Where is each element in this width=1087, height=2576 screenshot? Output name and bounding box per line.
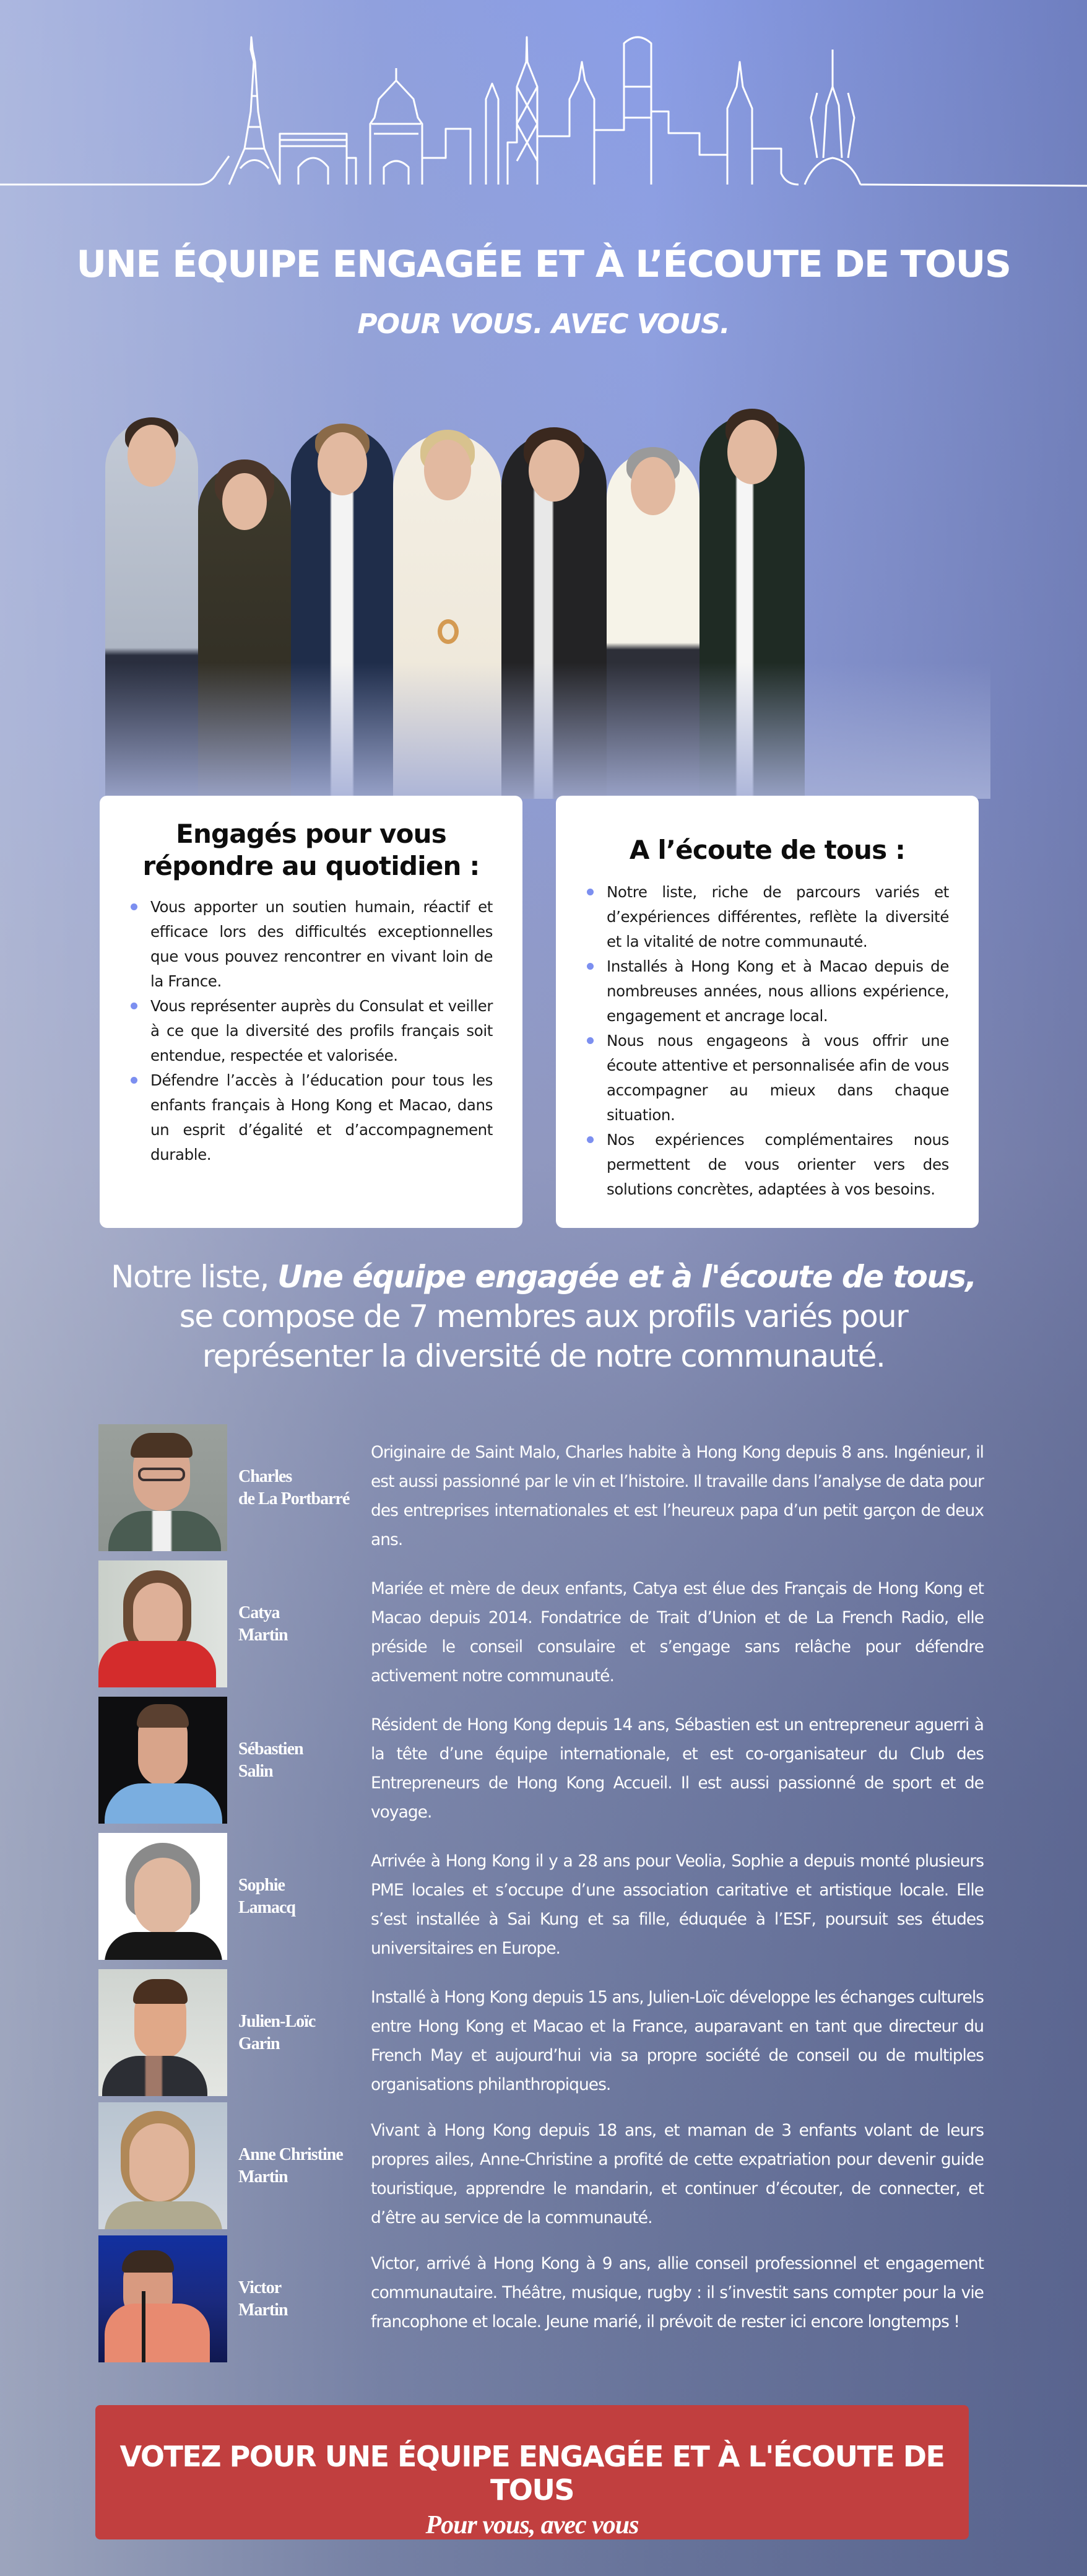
list-item: Installés à Hong Kong et à Macao depuis de nombreuses années, nous allions expérience, engagement et ancrage local. bbox=[587, 954, 949, 1029]
card-title: A l’écoute de tous : bbox=[629, 835, 906, 865]
member-bio: Arrivée à Hong Kong il y a 28 ans pour Veolia, Sophie a depuis monté plusieurs PME locales et s’occupe d’une association caritative et artistique locale. Elle s’est installée à Sai Kung et sa fille, éduquée à l’ESF, poursuit ses études universitaires en Europe. bbox=[371, 1852, 984, 1958]
member-name: Victor Martin bbox=[238, 2278, 288, 2320]
member-photo bbox=[98, 1560, 227, 1687]
list-name: Une équipe engagée et à l'écoute de tous, bbox=[277, 1259, 976, 1295]
member-bio: Originaire de Saint Malo, Charles habite à Hong Kong depuis 8 ans. Ingénieur, il est aussi passionné par le vin et l’histoire. Il travaille dans l’analyse de data pour des entreprises internationales et est l’heureux papa d’un petit garçon de deux ans. bbox=[371, 1443, 984, 1549]
member-sebastien bbox=[98, 1697, 984, 1824]
member-julien-loic bbox=[98, 1969, 984, 2096]
card-listening-to-all bbox=[556, 796, 979, 1228]
card-bullet-list bbox=[587, 880, 949, 1202]
member-name: Charles de La Portbarré bbox=[238, 1466, 350, 1508]
member-photo bbox=[98, 2235, 227, 2362]
list-item: Nous nous engageons à vous offrir une écoute attentive et personnalisée afin de vous accompagner au mieux dans chaque situation. bbox=[587, 1029, 949, 1128]
member-photo bbox=[98, 1424, 227, 1551]
member-name: Catya Martin bbox=[238, 1603, 288, 1645]
team-photo-fade bbox=[99, 663, 990, 799]
member-photo bbox=[98, 1833, 227, 1960]
bullet-icon bbox=[587, 963, 594, 970]
member-bio: Installé à Hong Kong depuis 15 ans, Julien-Loïc développe les échanges culturels entre Hong Kong et Macao et la France, auparavant en tant que directeur du French May et aujourd’hui via sa propre société de conseil ou de multiples organisations philanthropiques. bbox=[371, 1988, 984, 2094]
card-bullet-list bbox=[131, 895, 493, 1167]
member-bio: Mariée et mère de deux enfants, Catya est élue des Français de Hong Kong et Macao depuis 2014. Fondatrice de Trait d’Union et de La French Radio, elle préside le conseil consulaire et s’engage sans relâche pour défendre activement notre communauté. bbox=[371, 1579, 984, 1686]
member-name: Sophie Lamacq bbox=[238, 1875, 295, 1917]
bullet-icon bbox=[131, 1003, 137, 1009]
vote-subtitle: Pour vous, avec vous bbox=[425, 2511, 639, 2539]
member-catya bbox=[98, 1560, 984, 1687]
list-item: Notre liste, riche de parcours variés et d’expériences différentes, reflète la diversité et la vitalité de notre communauté. bbox=[587, 880, 949, 954]
team-group-photo bbox=[99, 365, 990, 799]
list-intro: Notre liste, Une équipe engagée et à l'écoute de tous, se compose de 7 membres aux profils variés pour représenter la diversité de notre communauté. bbox=[111, 1259, 976, 1374]
card-title: Engagés pour vous répondre au quotidien : bbox=[142, 819, 480, 881]
card-engaged-daily bbox=[100, 796, 522, 1228]
skyline-icon bbox=[0, 25, 1087, 223]
member-name: Julien-Loïc Garin bbox=[238, 2011, 316, 2053]
member-bio: Résident de Hong Kong depuis 14 ans, Sébastien est un entrepreneur aguerri à la tête d’une équipe internationale, et est co-organisateur du Club des Entrepreneurs de Hong Kong Accueil. Il est aussi passionné de sport et de voyage. bbox=[371, 1715, 984, 1822]
list-item: Défendre l’accès à l’éducation pour tous les enfants français à Hong Kong et Macao, dans un esprit d’égalité et d’accompagnement durable. bbox=[131, 1068, 493, 1167]
member-bio: Vivant à Hong Kong depuis 18 ans, et maman de 3 enfants volant de leurs propres ailes, Anne-Christine a profité de cette expatriation pour devenir guide touristique, apprendre le mandarin, et continuer d’écouter, de connecter, et d’être au service de la communauté. bbox=[371, 2121, 984, 2227]
vote-title: VOTEZ POUR UNE ÉQUIPE ENGAGÉE ET À L'ÉCOUTE DE TOUS bbox=[119, 2440, 945, 2507]
member-name: Anne Christine Martin bbox=[238, 2144, 343, 2187]
member-charles bbox=[98, 1424, 984, 1551]
vote-banner bbox=[95, 2405, 969, 2539]
bullet-icon bbox=[587, 889, 594, 895]
bullet-icon bbox=[587, 1136, 594, 1143]
bullet-icon bbox=[131, 903, 137, 910]
member-photo bbox=[98, 1969, 227, 2096]
skyline-illustration bbox=[0, 25, 1087, 223]
member-photo bbox=[98, 1697, 227, 1824]
page-subtitle: POUR VOUS. AVEC VOUS. bbox=[357, 308, 730, 340]
member-name: Sébastien Salin bbox=[238, 1739, 303, 1781]
bullet-icon bbox=[131, 1077, 137, 1084]
page-title: UNE ÉQUIPE ENGAGÉE ET À L’ÉCOUTE DE TOUS bbox=[76, 243, 1011, 286]
member-anne-christine bbox=[98, 2102, 984, 2229]
bullet-icon bbox=[587, 1037, 594, 1044]
member-sophie bbox=[98, 1833, 984, 1960]
member-victor bbox=[98, 2235, 984, 2362]
list-item: Vous représenter auprès du Consulat et veiller à ce que la diversité des profils français soit entendue, respectée et valorisée. bbox=[131, 994, 493, 1068]
member-photo bbox=[98, 2102, 227, 2229]
member-bio: Victor, arrivé à Hong Kong à 9 ans, allie conseil professionnel et engagement communautaire. Théâtre, musique, rugby : il s’investit sans compter pour la vie francophone et locale. Jeune marié, il prévoit de rester ici encore longtemps ! bbox=[371, 2254, 984, 2331]
list-item: Vous apporter un soutien humain, réactif et efficace lors des difficultés exceptionnelles que vous pouvez rencontrer en vivant loin de la France. bbox=[131, 895, 493, 994]
list-item: Nos expériences complémentaires nous permettent de vous orienter vers des solutions concrètes, adaptées à vos besoins. bbox=[587, 1128, 949, 1202]
